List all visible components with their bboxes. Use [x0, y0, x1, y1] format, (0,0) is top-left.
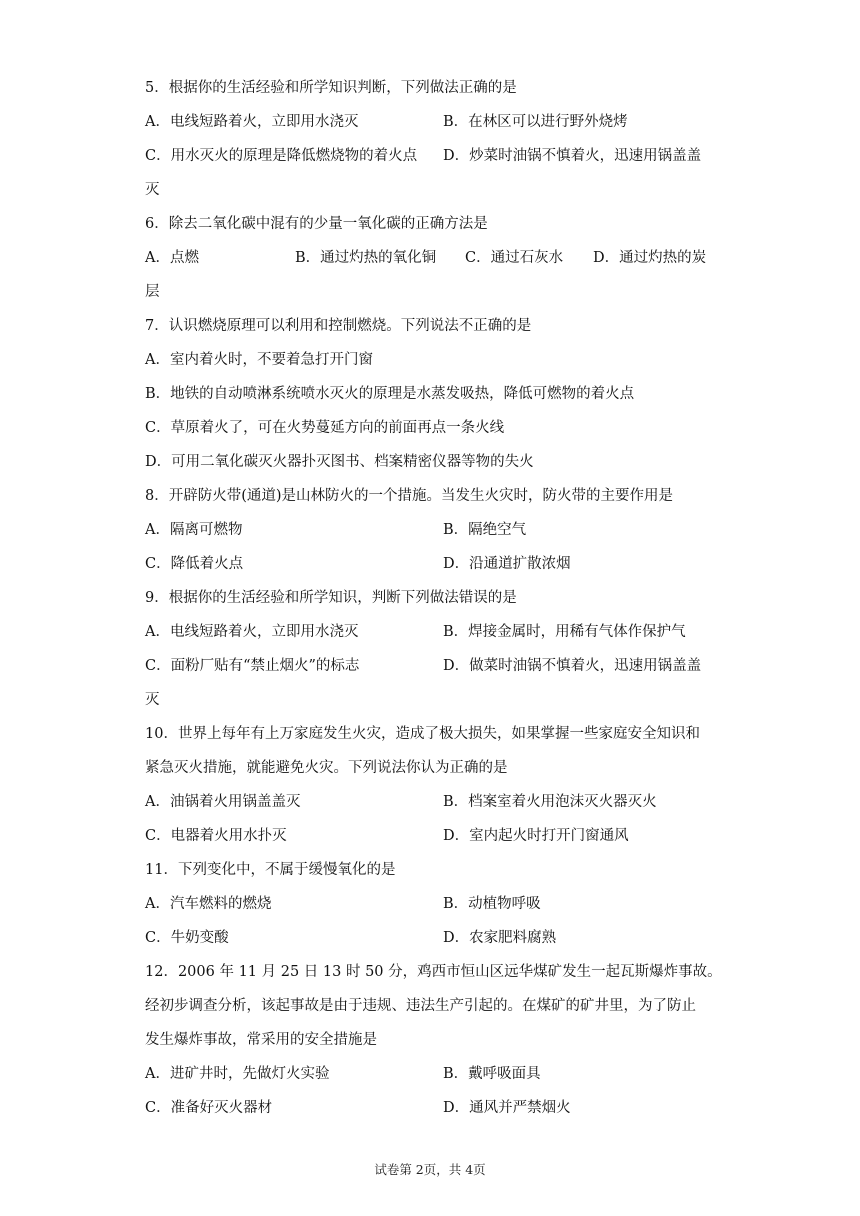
answer-option: A．电线短路着火，立即用水浇灭 [145, 624, 359, 640]
question-stem: 6．除去二氧化碳中混有的少量一氧化碳的正确方法是 [145, 216, 488, 232]
answer-option: B．地铁的自动喷淋系统喷水灭火的原理是水蒸发吸热，降低可燃物的着火点 [145, 386, 635, 402]
answer-option: C．降低着火点 [145, 556, 244, 572]
answer-option: C．准备好灭火器材 [145, 1100, 273, 1116]
question-stem: 经初步调查分析，该起事故是由于违规、违法生产引起的。在煤矿的矿井里，为了防止 [145, 998, 696, 1014]
answer-option: A．油锅着火用锅盖盖灭 [145, 794, 301, 810]
options-row [145, 547, 725, 581]
options-row [145, 819, 725, 853]
answer-option: A．点燃 [145, 250, 199, 266]
options-row [145, 105, 725, 139]
options-row [145, 513, 725, 547]
answer-option: D．沿通道扩散浓烟 [443, 556, 571, 572]
answer-option: C．用水灭火的原理是降低燃烧物的着火点 [145, 148, 418, 164]
question-stem: 11．下列变化中，不属于缓慢氧化的是 [145, 862, 396, 878]
question-stem: 紧急灭火措施，就能避免火灾。下列说法你认为正确的是 [145, 760, 508, 776]
answer-option: C．电器着火用水扑灭 [145, 828, 287, 844]
options-row [145, 887, 725, 921]
options-row [145, 1091, 725, 1125]
answer-option: C．草原着火了，可在火势蔓延方向的前面再点一条火线 [145, 420, 505, 436]
answer-option: B．档案室着火用泡沫灭火器灭火 [443, 794, 657, 810]
question-list [145, 71, 725, 1125]
answer-option: D．农家肥料腐熟 [443, 930, 557, 946]
options-row [145, 649, 725, 683]
answer-option: D．通风并严禁烟火 [443, 1100, 571, 1116]
question-stem: 7．认识燃烧原理可以利用和控制燃烧。下列说法不正确的是 [145, 318, 532, 334]
option-wrap-text: 层 [145, 284, 160, 300]
answer-option: D．炒菜时油锅不慎着火，迅速用锅盖盖 [443, 148, 702, 164]
answer-option: D．做菜时油锅不慎着火，迅速用锅盖盖 [443, 658, 702, 674]
options-row [145, 241, 725, 275]
answer-option: C．牛奶变酸 [145, 930, 229, 946]
answer-option: B．通过灼热的氧化铜 [295, 250, 437, 266]
answer-option: B．焊接金属时，用稀有气体作保护气 [443, 624, 686, 640]
question-stem: 8．开辟防火带(通道)是山林防火的一个措施。当发生火灾时，防火带的主要作用是 [145, 488, 674, 504]
answer-option: D．可用二氧化碳灭火器扑灭图书、档案精密仪器等物的失火 [145, 454, 534, 470]
question-stem: 9．根据你的生活经验和所学知识，判断下列做法错误的是 [145, 590, 517, 606]
options-row [145, 139, 725, 173]
answer-option: A．电线短路着火，立即用水浇灭 [145, 114, 359, 130]
answer-option: A．进矿井时，先做灯火实验 [145, 1066, 330, 1082]
question-stem: 12．2006 年 11 月 25 日 13 时 50 分，鸡西市恒山区远华煤矿发生一起瓦斯爆炸事故。 [145, 964, 722, 980]
answer-option: B．隔绝空气 [443, 522, 527, 538]
answer-option: B．在林区可以进行野外烧烤 [443, 114, 628, 130]
page-footer: 试卷第 2页，共 4页 [374, 1162, 486, 1177]
question-stem: 发生爆炸事故，常采用的安全措施是 [145, 1032, 377, 1048]
question-stem: 5．根据你的生活经验和所学知识判断，下列做法正确的是 [145, 80, 517, 96]
option-wrap-text: 灭 [145, 692, 160, 708]
answer-option: D．室内起火时打开门窗通风 [443, 828, 629, 844]
answer-option: C．面粉厂贴有“禁止烟火”的标志 [145, 658, 360, 674]
answer-option: A．室内着火时，不要着急打开门窗 [145, 352, 373, 368]
option-wrap-text: 灭 [145, 182, 160, 198]
answer-option: A．隔离可燃物 [145, 522, 243, 538]
options-row [145, 615, 725, 649]
answer-option: A．汽车燃料的燃烧 [145, 896, 272, 912]
options-row [145, 921, 725, 955]
answer-option: D．通过灼热的炭 [593, 250, 707, 266]
answer-option: C．通过石灰水 [465, 250, 564, 266]
question-stem: 10．世界上每年有上万家庭发生火灾，造成了极大损失，如果掌握一些家庭安全知识和 [145, 726, 700, 742]
options-row [145, 785, 725, 819]
options-row [145, 1057, 725, 1091]
answer-option: B．动植物呼吸 [443, 896, 541, 912]
answer-option: B．戴呼吸面具 [443, 1066, 541, 1082]
